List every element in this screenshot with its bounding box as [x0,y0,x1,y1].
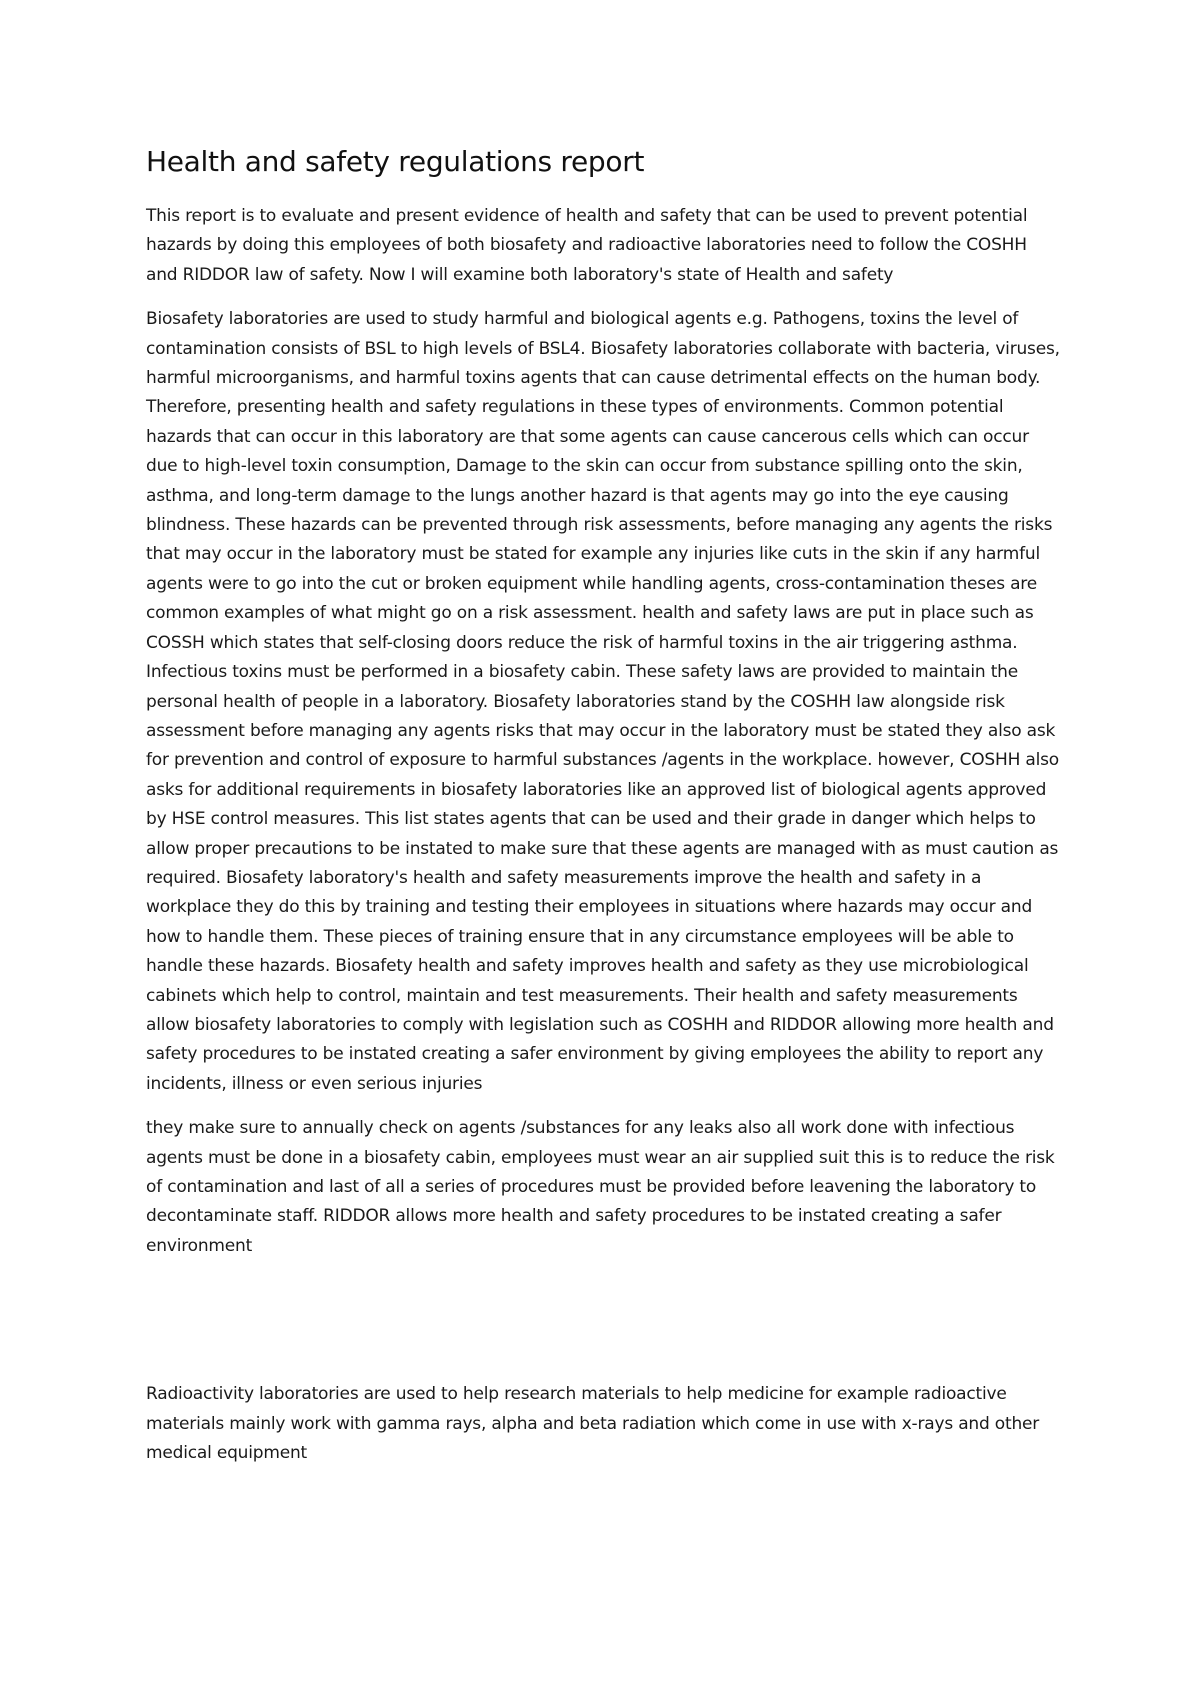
paragraph-introduction: This report is to evaluate and present evidence of health and safety that can be used to prevent potential hazards by doing this employees of both biosafety and radioactive laboratories need to follow the COSHH and RIDDOR law of safety. Now I will examine both laboratory's state of Health and safety [146,206,1028,285]
paragraph-radioactivity: Radioactivity laboratories are used to help research materials to help medicine for example radioactive materials mainly work with gamma rays, alpha and beta radiation which come in use with x-rays and other medical equipment [146,1384,1040,1464]
document-title: Health and safety regulations report [146,145,645,178]
paragraph-biosafety: Biosafety laboratories are used to study harmful and biological agents e.g. Pathogens, toxins the level of contamination consists of BSL to high levels of BSL4. Biosafety laboratories collaborate with bacteria, viruses, harmful microorganisms, and harmful toxins agents that can cause detrimental effects on the human body. Therefore, presenting health and safety regulations in these types of environments. Common potential hazards that can occur in this laboratory are that some agents can cause cancerous cells which can occur due to high-level toxin consumption, Damage to the skin can occur from substance spilling onto the skin, asthma, and long-term damage to the lungs another hazard is that agents may go into the eye causing blindness. These hazards can be prevented through risk assessments, before managing any agents the risks that may occur in the laboratory must be stated for example any injuries like cuts in the skin if any harmful agents were to go into the cut or broken equipment while handling agents, cross-contamination theses are common examples of what might go on a risk assessment. health and safety laws are put in place such as COSSH which states that self-closing doors reduce the risk of harmful toxins in the air triggering asthma. Infectious toxins must be performed in a biosafety cabin. These safety laws are provided to maintain the personal health of people in a laboratory. Biosafety laboratories stand by the COSHH law alongside risk assessment before managing any agents risks that may occur in the laboratory must be stated they also ask for prevention and control of exposure to harmful substances /agents in the workplace. however, COSHH also asks for additional requirements in biosafety laboratories like an approved list of biological agents approved by HSE control measures. This list states agents that can be used and their grade in danger which helps to allow proper precautions to be instated to make sure that these agents are managed with as must caution as required. Biosafety laboratory's health and safety measurements improve the health and safety in a workplace they do this by training and testing their employees in situations where hazards may occur and how to handle them. These pieces of training ensure that in any circumstance employees will be able to handle these hazards. Biosafety health and safety improves health and safety as they use microbiological cabinets which help to control, maintain and test measurements. Their health and safety measurements allow biosafety laboratories to comply with legislation such as COSHH and RIDDOR allowing more health and safety procedures to be instated creating a safer environment by giving employees the ability to report any incidents, illness or even serious injuries [146,309,1060,1094]
document-body [146,142,1061,1483]
blank-space [146,1276,1061,1380]
paragraph-biosafety-procedures: they make sure to annually check on agents /substances for any leaks also all work done with infectious agents must be done in a biosafety cabin, employees must wear an air supplied suit this is to reduce the risk of contamination and last of all a series of procedures must be provided before leavening the laboratory to decontaminate staff. RIDDOR allows more health and safety procedures to be instated creating a safer environment [146,1118,1055,1256]
